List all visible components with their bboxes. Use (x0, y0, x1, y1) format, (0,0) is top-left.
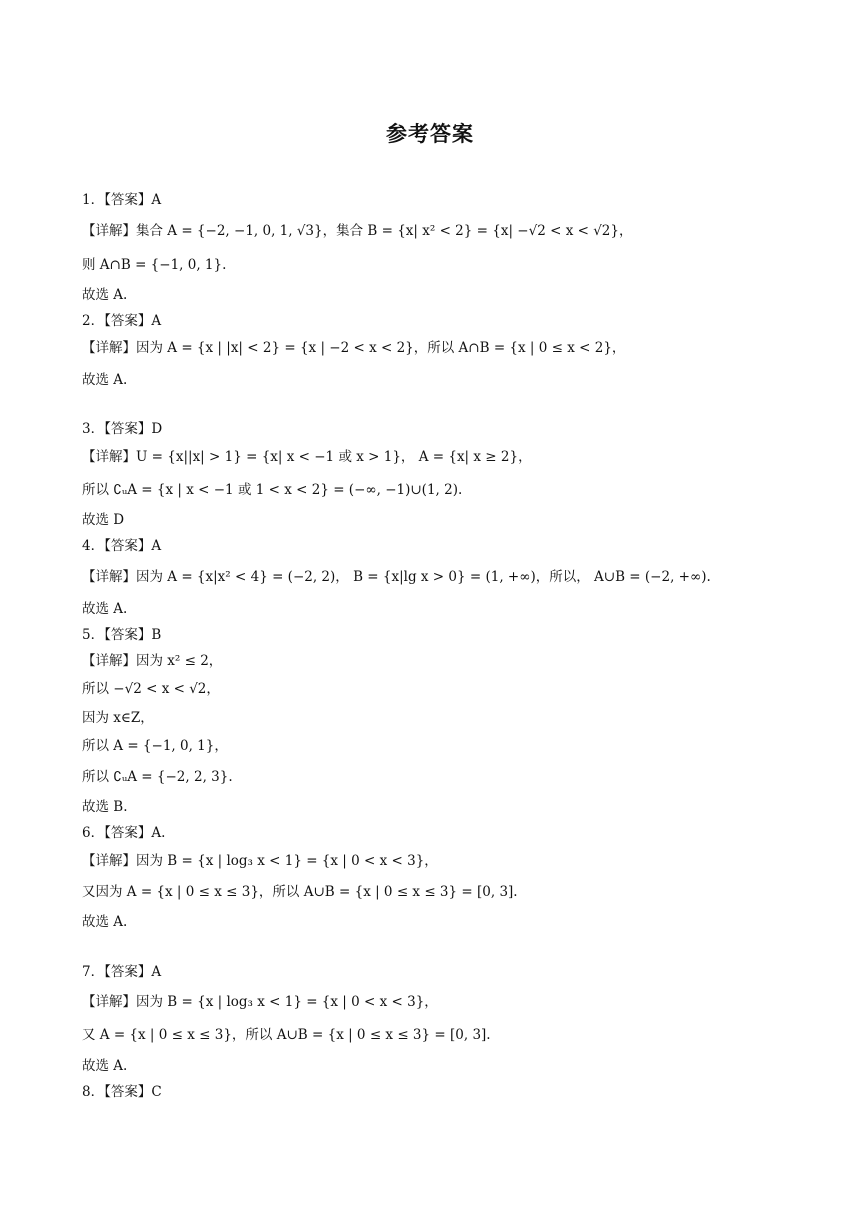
answer-heading: 8．【答案】C (82, 1084, 162, 1100)
answer-conclusion: 故选 D (82, 512, 125, 528)
answer-explanation-line: 因为 x∈Z， (82, 710, 154, 726)
answer-conclusion: 故选 B. (82, 799, 128, 815)
answer-explanation-line: 【详解】因为 x² ≤ 2， (82, 653, 223, 669)
page-title: 参考答案 (386, 122, 474, 146)
answer-heading: 5．【答案】B (82, 627, 162, 643)
answer-heading: 3．【答案】D (82, 421, 163, 437)
answer-conclusion: 故选 A. (82, 914, 128, 930)
answer-explanation-line: 所以 ∁ᵤA = {−2, 2, 3}. (82, 769, 233, 785)
answer-heading: 4．【答案】A (82, 538, 162, 554)
answer-conclusion: 故选 A. (82, 372, 128, 388)
answer-explanation-line: 【详解】因为 A = {x | |x| < 2} = {x | −2 < x < 2}，所以 A∩B = {x | 0 ≤ x < 2}， (82, 340, 626, 356)
answer-explanation-line: 【详解】U = {x||x| > 1} = {x| x < −1 或 x > 1}， A = {x| x ≥ 2}， (82, 449, 532, 465)
answer-explanation-line: 又因为 A = {x | 0 ≤ x ≤ 3}，所以 A∪B = {x | 0 ≤ x ≤ 3} = [0, 3]. (82, 884, 518, 900)
answer-heading: 2．【答案】A (82, 313, 162, 329)
answer-heading: 6．【答案】A. (82, 825, 166, 841)
answer-conclusion: 故选 A. (82, 287, 128, 303)
answer-explanation-line: 【详解】因为 A = {x|x² < 4} = (−2, 2)， B = {x|lg x > 0} = (1, +∞)，所以， A∪B = (−2, +∞). (82, 569, 711, 585)
answer-explanation-line: 又 A = {x | 0 ≤ x ≤ 3}，所以 A∪B = {x | 0 ≤ x ≤ 3} = [0, 3]. (82, 1027, 491, 1043)
answer-explanation-line: 【详解】因为 B = {x | log₃ x < 1} = {x | 0 < x < 3}， (82, 853, 438, 869)
answer-explanation-line: 【详解】因为 B = {x | log₃ x < 1} = {x | 0 < x < 3}， (82, 994, 438, 1010)
answer-explanation-line: 则 A∩B = {−1, 0, 1}. (82, 257, 227, 273)
answer-conclusion: 故选 A. (82, 1058, 128, 1074)
answer-explanation-line: 所以 ∁ᵤA = {x | x < −1 或 1 < x < 2} = (−∞, −1)∪(1, 2). (82, 482, 463, 498)
answer-heading: 1．【答案】A (82, 192, 162, 208)
answer-conclusion: 故选 A. (82, 601, 128, 617)
answer-explanation-line: 【详解】集合 A = {−2, −1, 0, 1, √3}，集合 B = {x| x² < 2} = {x| −√2 < x < √2}， (82, 223, 633, 239)
answer-explanation-line: 所以 A = {−1, 0, 1}， (82, 738, 228, 754)
answer-heading: 7．【答案】A (82, 964, 162, 980)
answer-explanation-line: 所以 −√2 < x < √2， (82, 681, 220, 697)
